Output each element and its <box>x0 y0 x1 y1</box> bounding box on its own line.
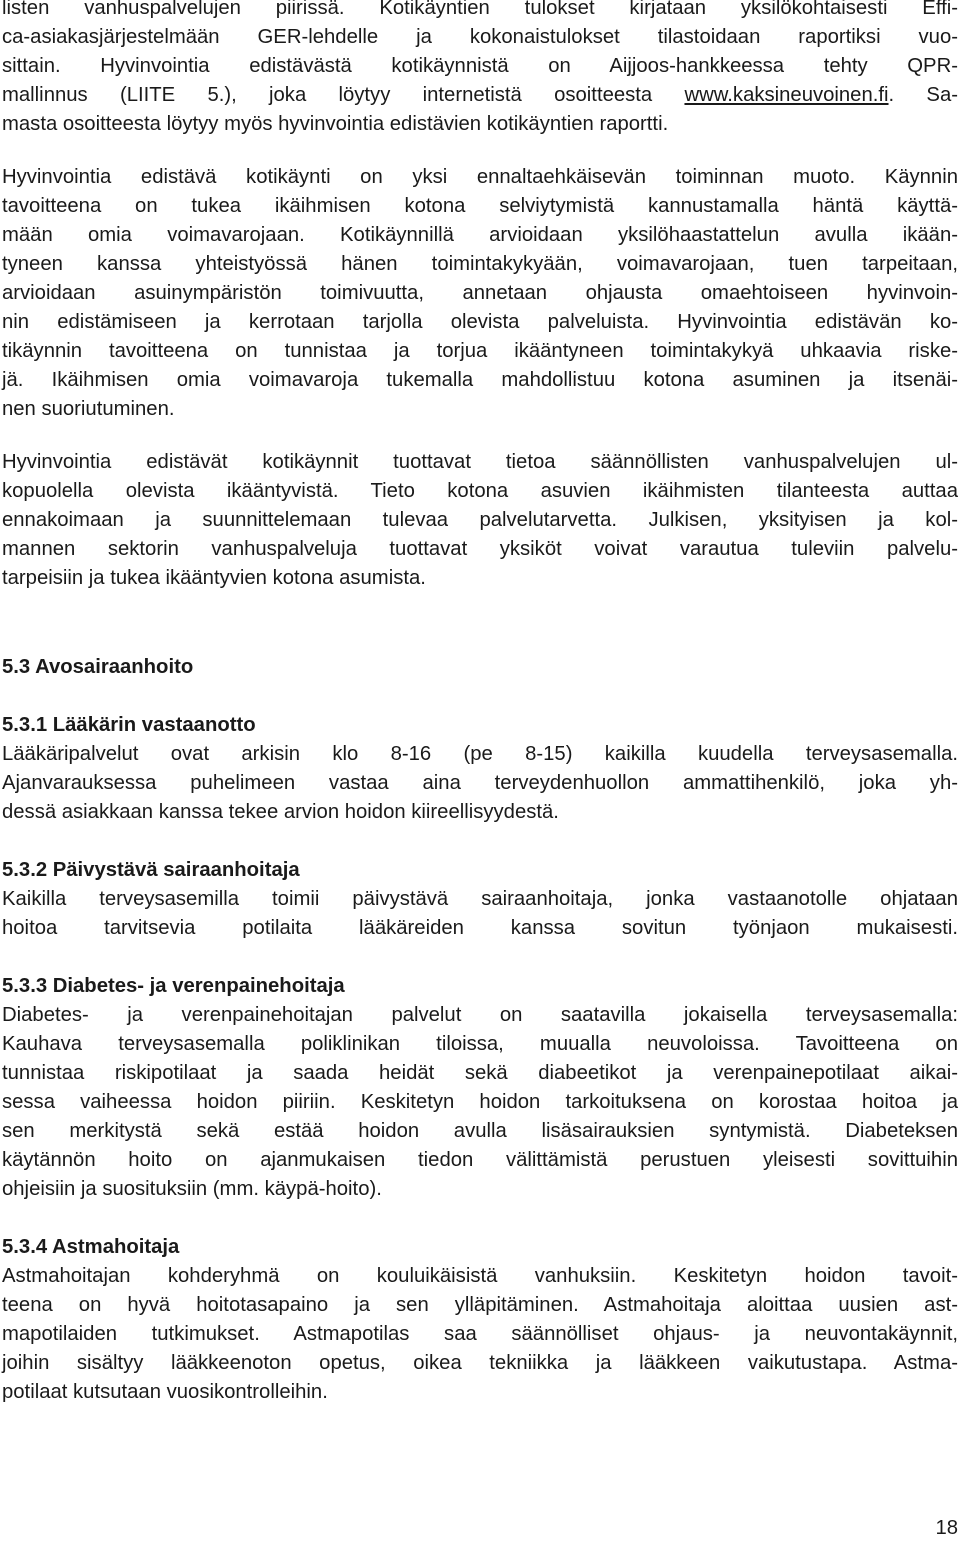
text-line: tyneen kanssa yhteistyössä hänen toimintakykyään, voimavarojaan, tuen tarpeitaan, <box>2 253 958 275</box>
section-heading: 5.3 Avosairaanhoito <box>2 656 194 678</box>
section-5-3-1 <box>2 711 958 827</box>
text-line: Lääkäripalvelut ovat arkisin klo 8-16 (pe 8-15) kaikilla kuudella terveysasemalla. <box>2 743 958 765</box>
text-line: Hyvinvointia edistävä kotikäynti on yksi ennaltaehkäisevän toiminnan muoto. Käynnin <box>2 166 958 188</box>
page-number: 18 <box>935 1517 958 1539</box>
text-line: masta osoitteesta löytyy myös hyvinvointia edistävien kotikäyntien raportti. <box>2 113 669 135</box>
text-line: listen vanhuspalvelujen piirissä. Kotikäyntien tulokset kirjataan yksilökohtaisesti Effi- <box>2 0 958 19</box>
text-line: teena on hyvä hoitotasapaino ja sen ylläpitäminen. Astmahoitaja aloittaa uusien ast- <box>2 1294 958 1316</box>
text-line: tarpeisiin ja tukea ikääntyvien kotona asumista. <box>2 567 426 589</box>
text-line: ennakoimaan ja suunnittelemaan tulevaa palvelutarvetta. Julkisen, yksityisen ja kol- <box>2 509 958 531</box>
info-paragraph <box>2 448 958 593</box>
text-line: dessä asiakkaan kanssa tekee arvion hoidon kiireellisyydestä. <box>2 801 559 823</box>
text-line: jä. Ikäihmisen omia voimavaroja tukemalla mahdollistuu kotona asuminen ja itsenäi- <box>2 369 958 391</box>
subsection-heading: 5.3.1 Lääkärin vastaanotto <box>2 714 256 736</box>
text-line: mään omia voimavarojaan. Kotikäynnillä arvioidaan yksilöhaastattelun avulla ikään- <box>2 224 958 246</box>
text-line: mannen sektorin vanhuspalveluja tuottavat yksiköt voivat varautua tuleviin palvelu- <box>2 538 958 560</box>
goal-paragraph <box>2 163 958 424</box>
text-line: ca-asiakasjärjestelmään GER-lehdelle ja kokonaistulokset tilastoidaan raportiksi vuo- <box>2 26 958 48</box>
document-page <box>2 0 958 1407</box>
text-line: tavoitteena on tukea ikäihmisen kotona selviytymistä kannustamalla häntä käyttä- <box>2 195 958 217</box>
text-fragment: mallinnus (LIITE 5.), joka löytyy internetistä osoitteesta <box>2 84 685 106</box>
section-5-3-2 <box>2 856 958 943</box>
text-line: Astmahoitajan kohderyhmä on kouluikäisistä vanhuksiin. Keskitetyn hoidon tavoit- <box>2 1265 958 1287</box>
text-line: sittain. Hyvinvointia edistävästä kotikäynnistä on Aijjoos-hankkeessa tehty QPR- <box>2 55 958 77</box>
text-line: käytännön hoito on ajanmukaisen tiedon välittämistä perustuen yleisesti sovittuihin <box>2 1149 958 1171</box>
text-line: Diabetes- ja verenpainehoitajan palvelut on saatavilla jokaisella terveysasemalla: <box>2 1004 958 1026</box>
text-line: hoitoa tarvitsevia potilaita lääkäreiden kanssa sovitun työnjaon mukaisesti. <box>2 917 958 939</box>
text-line: Hyvinvointia edistävät kotikäynnit tuottavat tietoa säännöllisten vanhuspalvelujen ul- <box>2 451 958 473</box>
intro-paragraph <box>2 0 958 139</box>
text-line: mapotilaiden tutkimukset. Astmapotilas saa säännölliset ohjaus- ja neuvontakäynnit, <box>2 1323 958 1345</box>
text-line: sen merkitystä sekä estää hoidon avulla lisäsairauksien syntymistä. Diabeteksen <box>2 1120 958 1142</box>
text-line: Kauhava terveysasemalla poliklinikan tiloissa, muualla neuvoloissa. Tavoitteena on <box>2 1033 958 1055</box>
text-line: kopuolella olevista ikääntyvistä. Tieto kotona asuvien ikäihmisten tilanteesta auttaa <box>2 480 958 502</box>
text-line: arvioidaan asuinympäristön toimivuutta, annetaan ohjausta omaehtoiseen hyvinvoin- <box>2 282 958 304</box>
text-line: tikäynnin tavoitteena on tunnistaa ja torjua ikääntyneen toimintakykyä uhkaavia riske- <box>2 340 958 362</box>
subsection-heading: 5.3.3 Diabetes- ja verenpainehoitaja <box>2 975 345 997</box>
text-line: potilaat kutsutaan vuosikontrolleihin. <box>2 1381 328 1403</box>
text-line: Kaikilla terveysasemilla toimii päivystävä sairaanhoitaja, jonka vastaanotolle ohjataan <box>2 888 958 910</box>
text-line <box>2 81 958 110</box>
subsection-heading: 5.3.4 Astmahoitaja <box>2 1236 180 1258</box>
text-line: nen suoriutuminen. <box>2 398 175 420</box>
text-fragment: . Sa- <box>888 84 958 106</box>
text-line: tunnistaa riskipotilaat ja saada heidät sekä diabeetikot ja verenpainepotilaat aikai- <box>2 1062 958 1084</box>
subsection-heading: 5.3.2 Päivystävä sairaanhoitaja <box>2 859 300 881</box>
text-line: Ajanvarauksessa puhelimeen vastaa aina terveydenhuollon ammattihenkilö, joka yh- <box>2 772 958 794</box>
text-line: nin edistämiseen ja kerrotaan tarjolla olevista palveluista. Hyvinvointia edistävän ko- <box>2 311 958 333</box>
text-line: ohjeisiin ja suosituksiin (mm. käypä-hoito). <box>2 1178 382 1200</box>
text-line: joihin sisältyy lääkkeenoton opetus, oikea tekniikka ja lääkkeen vaikutustapa. Astma- <box>2 1352 958 1374</box>
section-5-3-3 <box>2 972 958 1204</box>
text-line: sessa vaiheessa hoidon piiriin. Keskitetyn hoidon tarkoituksena on korostaa hoitoa ja <box>2 1091 958 1113</box>
section-5-3-4 <box>2 1233 958 1407</box>
website-link[interactable]: www.kaksineuvoinen.fi <box>684 84 889 106</box>
